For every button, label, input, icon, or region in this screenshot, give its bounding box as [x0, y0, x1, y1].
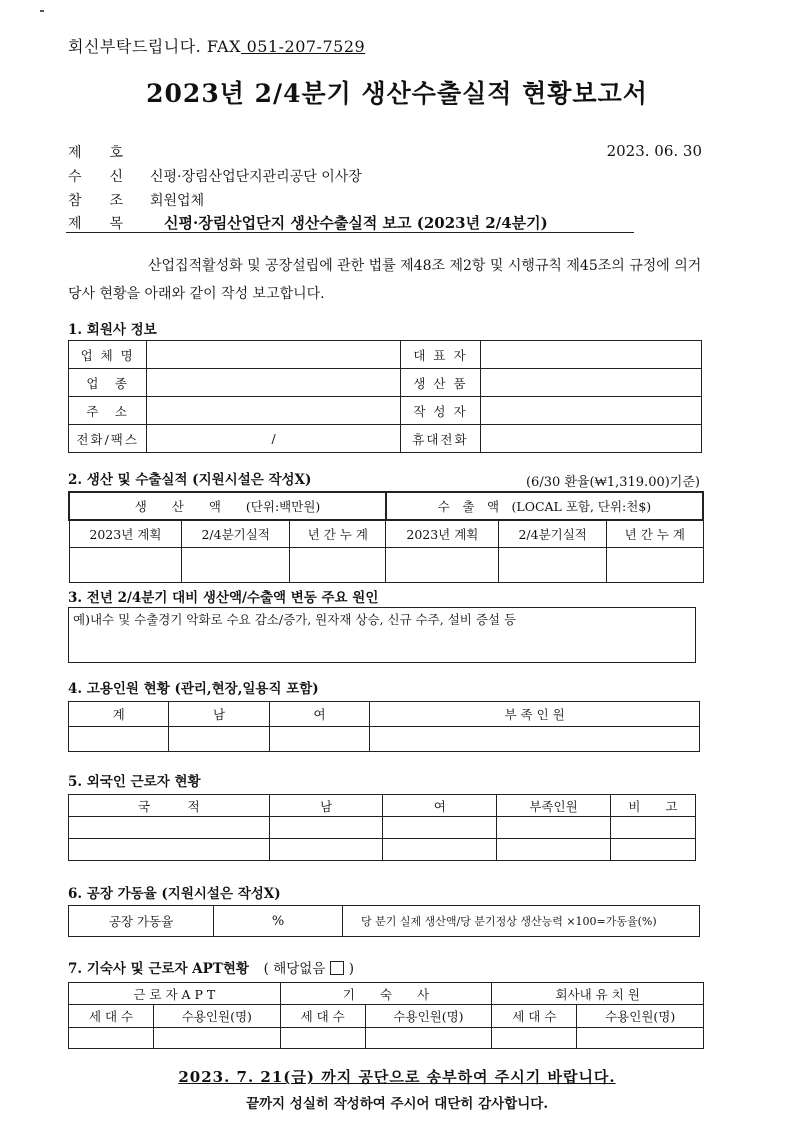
data-input-cell[interactable]: [499, 548, 607, 583]
change-reason-example: 예)내수 및 수출경기 악화로 수요 감소/증가, 원자재 상승, 신규 수주, 설비 증설 등: [73, 612, 517, 627]
member-info-input[interactable]: /: [147, 425, 400, 453]
column-header: 세 대 수: [69, 1005, 154, 1028]
data-input-cell[interactable]: [69, 548, 182, 583]
sec6-title: 6. 공장 가동율 (지원시설은 작성X): [68, 886, 281, 902]
group-header: 회사내 유 치 원: [492, 983, 704, 1005]
production-export-table: [68, 491, 704, 583]
to-value: 신평·장림산업단지관리공단 이사장: [150, 169, 362, 185]
fax-request: [68, 34, 365, 57]
column-header: 세 대 수: [280, 1005, 365, 1028]
member-info-input[interactable]: [147, 397, 400, 425]
utilization-label: 공장 가동율: [69, 906, 214, 937]
percent-sign: %: [271, 913, 285, 929]
column-header: 여: [269, 702, 369, 727]
data-input-cell[interactable]: [182, 548, 290, 583]
member-info-input[interactable]: [147, 369, 400, 397]
to-label: 수 신: [68, 169, 124, 185]
data-input-cell[interactable]: [280, 1028, 365, 1049]
group-header: 근 로 자 A P T: [69, 983, 281, 1005]
production-header: 생 산 액 (단위:백만원): [69, 492, 386, 520]
member-info-table: [68, 340, 702, 453]
member-info-label: 전화/팩스: [69, 425, 147, 453]
member-info-input[interactable]: [481, 369, 702, 397]
group-header: 기 숙 사: [280, 983, 492, 1005]
column-header: 국 적: [69, 795, 270, 817]
member-info-row: [69, 369, 702, 397]
report-date: 2023. 06. 30: [606, 142, 702, 160]
sec2-title: 2. 생산 및 수출실적 (지원시설은 작성X): [68, 472, 312, 488]
member-info-row: [69, 425, 702, 453]
data-input-cell[interactable]: [154, 1028, 281, 1049]
sec3-title: 3. 전년 2/4분기 대비 생산액/수출액 변동 주요 원인: [68, 590, 379, 606]
column-header: 2/4분기실적: [499, 520, 607, 548]
member-info-input[interactable]: [481, 425, 702, 453]
utilization-table: [68, 905, 700, 937]
data-input-cell[interactable]: [610, 839, 695, 861]
member-info-label: 주 소: [69, 397, 147, 425]
data-input-cell[interactable]: [370, 727, 700, 752]
member-info-label: 대 표 자: [400, 341, 480, 369]
member-info-label: 생 산 품: [400, 369, 480, 397]
member-info-input[interactable]: [481, 397, 702, 425]
column-header: 비 고: [610, 795, 695, 817]
data-input-cell[interactable]: [269, 727, 369, 752]
member-info-label: 휴대전화: [400, 425, 480, 453]
utilization-percent-cell[interactable]: [214, 906, 343, 937]
sec5-title: 5. 외국인 근로자 현황: [68, 774, 201, 790]
data-input-cell[interactable]: [497, 817, 611, 839]
column-header: 부족인원: [497, 795, 611, 817]
change-reason-box[interactable]: [68, 607, 696, 663]
data-input-cell[interactable]: [497, 839, 611, 861]
sec7-title-row: [68, 957, 354, 977]
column-header: 남: [169, 702, 269, 727]
data-input-cell[interactable]: [386, 548, 499, 583]
member-info-label: 업 체 명: [69, 341, 147, 369]
member-info-row: [69, 341, 702, 369]
column-header: 수용인원(명): [365, 1005, 492, 1028]
ref-label: 참 조: [68, 193, 124, 209]
data-input-cell[interactable]: [169, 727, 269, 752]
utilization-formula: 당 분기 실제 생산액/당 분기정상 생산능력 ×100=가동율(%): [343, 906, 700, 937]
column-header: 남: [269, 795, 383, 817]
data-input-cell[interactable]: [69, 839, 270, 861]
column-header: 계: [69, 702, 169, 727]
data-input-cell[interactable]: [269, 839, 383, 861]
member-info-input[interactable]: [481, 341, 702, 369]
sec1-title: 1. 회원사 정보: [68, 322, 157, 338]
deadline-notice: 2023. 7. 21(금) 까지 공단으로 송부하여 주시기 바랍니다.: [178, 1068, 616, 1086]
employment-table: [68, 701, 700, 752]
sec4-title: 4. 고용인원 현황 (관리,현장,일용직 포함): [68, 681, 319, 697]
data-input-cell[interactable]: [290, 548, 386, 583]
column-header: 수용인원(명): [577, 1005, 704, 1028]
sec7-note-close: ): [348, 961, 355, 977]
intro-paragraph: 산업집적활성화 및 공장설립에 관한 법률 제48조 제2항 및 시행규칙 제45조의 규정에 의거 당사 현황을 아래와 같이 작성 보고합니다.: [68, 258, 702, 302]
data-input-cell[interactable]: [69, 727, 169, 752]
data-input-cell[interactable]: [607, 548, 703, 583]
column-header: 년 간 누 계: [607, 520, 703, 548]
exchange-rate-note: (6/30 환율(₩1,319.00)기준): [525, 475, 700, 490]
subject-label: 제 목: [68, 216, 124, 232]
page-title: 2023년 2/4분기 생산수출실적 현황보고서: [146, 79, 648, 108]
sec7-note: ( 해당없음: [263, 961, 326, 977]
thanks-notice: 끝까지 성실히 작성하여 주시어 대단히 감사합니다.: [245, 1096, 549, 1112]
subject-value: 신평·장림산업단지 생산수출실적 보고 (2023년 2/4분기): [164, 214, 548, 232]
ref-value: 회원업체: [150, 193, 205, 209]
sec7-title: 7. 기숙사 및 근로자 APT현황: [68, 961, 249, 977]
column-header: 2023년 계획: [386, 520, 499, 548]
column-header: 2/4분기실적: [182, 520, 290, 548]
data-input-cell[interactable]: [492, 1028, 577, 1049]
member-info-label: 업 종: [69, 369, 147, 397]
column-header: 수용인원(명): [154, 1005, 281, 1028]
member-info-label: 작 성 자: [400, 397, 480, 425]
data-input-cell[interactable]: [269, 817, 383, 839]
scan-artifact: [40, 10, 44, 12]
column-header: 세 대 수: [492, 1005, 577, 1028]
fax-number: 051-207-7529: [240, 37, 366, 56]
no-label: 제 호: [68, 145, 124, 161]
subject-row: [66, 212, 634, 233]
data-input-cell[interactable]: [69, 1028, 154, 1049]
not-applicable-checkbox[interactable]: [330, 961, 344, 975]
column-header: 2023년 계획: [69, 520, 182, 548]
data-input-cell[interactable]: [577, 1028, 704, 1049]
export-header: 수 출 액 (LOCAL 포함, 단위:천$): [386, 492, 703, 520]
column-header: 부 족 인 원: [370, 702, 700, 727]
data-input-cell[interactable]: [383, 817, 497, 839]
data-input-cell[interactable]: [610, 817, 695, 839]
fax-prefix: 회신부탁드립니다. FAX: [68, 37, 241, 56]
member-info-input[interactable]: [147, 341, 400, 369]
data-input-cell[interactable]: [365, 1028, 492, 1049]
housing-table: [68, 982, 704, 1049]
column-header: 년 간 누 계: [290, 520, 386, 548]
column-header: 여: [383, 795, 497, 817]
member-info-row: [69, 397, 702, 425]
data-input-cell[interactable]: [69, 817, 270, 839]
data-input-cell[interactable]: [383, 839, 497, 861]
foreign-worker-table: [68, 794, 696, 861]
